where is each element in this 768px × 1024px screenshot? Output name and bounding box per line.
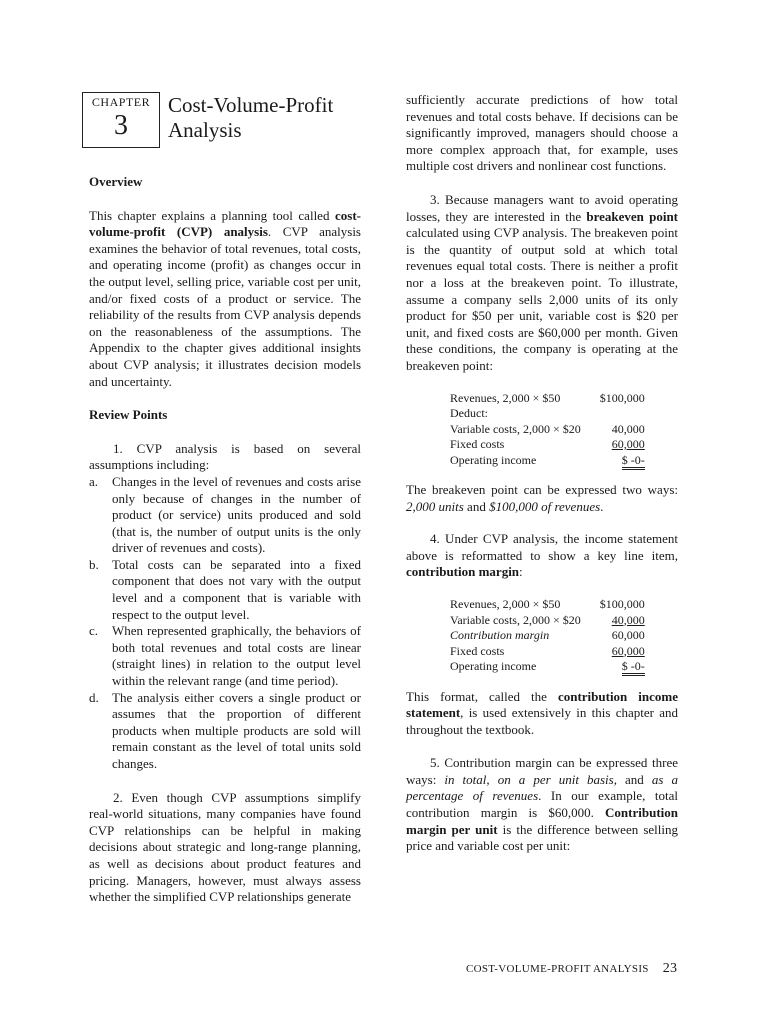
chapter-label: CHAPTER (91, 95, 151, 109)
list-item: d. The analysis either covers a single product or assumes that the proportion of different products when multiple products are sold will remain constant as the level of total units sold changes. (89, 689, 361, 771)
breakeven-statement: The breakeven point can be expressed two ways: 2,000 units and $100,000 of revenues. (406, 482, 678, 514)
review-point-5: 5. Contribution margin can be expressed three ways: in total, on a per unit basis, and as a percentage of revenues. In our example, total contribution margin is $60,000. Contribution margin per unit is the difference between selling price and variable cost per unit: (406, 755, 678, 854)
list-item: a. Changes in the level of revenues and costs arise only because of changes in the number of product (or service) units produced and sold (that is, the number of output units is the only driver of revenues and costs). (89, 473, 361, 556)
assumptions-list (89, 474, 361, 773)
contribution-income-table: Revenues, 2,000 × $50 $100,000 Variable costs, 2,000 × $20 40,000 Contribution margin 60,000 Fixed costs 60,000 Operating income $ -0- (450, 597, 645, 675)
chapter-title: Cost-Volume-Profit Analysis (168, 93, 334, 142)
format-statement: This format, called the contribution income statement, is used extensively in this chapter and throughout the textbook. (406, 688, 678, 737)
breakeven-income-table: Revenues, 2,000 × $50 $100,000 Deduct: Variable costs, 2,000 × $20 40,000 Fixed costs 60,000 Operating income $ -0- (450, 391, 645, 469)
overview-paragraph: This chapter explains a planning tool called cost-volume-profit (CVP) analysis. CVP analysis examines the behavior of total revenues, total costs, and operating income (profit) as changes occur in the output level, selling price, variable cost per unit, and/or fixed costs of a product or service. The reliability of the results from CVP analysis depends on the reasonableness of the assumptions. The Appendix to the chapter gives additional insights about CVP analysis; it illustrates decision models and uncertainty. (89, 207, 361, 389)
review-heading: Review Points (89, 407, 168, 423)
list-item: b. Total costs can be separated into a fixed component that does not vary with the output level and a component that is variable with respect to the output level. (89, 556, 361, 622)
right-column-top (406, 92, 678, 175)
left-column (89, 92, 361, 906)
page-number: 23 (662, 961, 678, 976)
right-column (406, 175, 678, 855)
chapter-number: 3 (114, 110, 128, 141)
review-point-4: 4. Under CVP analysis, the income statement above is reformatted to show a key line item, contribution margin: (406, 531, 678, 580)
review-point-2-continued: sufficiently accurate predictions of how total revenues and total costs behave. If decisions can be significantly improved, managers should choose a more complex approach that, for example, uses multiple cost drivers and nonlinear cost functions. (406, 92, 678, 174)
review-point-3: 3. Because managers want to avoid operating losses, they are interested in the breakeven point calculated using CVP analysis. The breakeven point is the quantity of output sold at which total revenues equal total costs. There is neither a profit nor a loss at the breakeven point. To illustrate, assume a company sells 2,000 units of its only product for $50 per unit, variable cost is $20 per unit, and fixed costs are $60,000 per month. Given these conditions, the company is operating at the breakeven point: (406, 192, 679, 373)
review-point-1: 1. CVP analysis is based on several assumptions including: (89, 440, 361, 473)
review-point-2: 2. Even though CVP assumptions simplify real-world situations, many companies have found CVP relationships can be helpful in making decisions about strategic and long-range planning, as well as decisions about product features and pricing. Managers, however, must always assess whether the simplified CVP relationships generate (89, 789, 361, 905)
running-title: COST-VOLUME-PROFIT ANALYSIS (466, 963, 649, 975)
list-item: c. When represented graphically, the behaviors of both total revenues and total costs are linear (straight lines) in relation to the output level within the relevant range (and time period). (89, 623, 361, 689)
overview-heading: Overview (89, 174, 143, 189)
page-footer (466, 961, 677, 977)
